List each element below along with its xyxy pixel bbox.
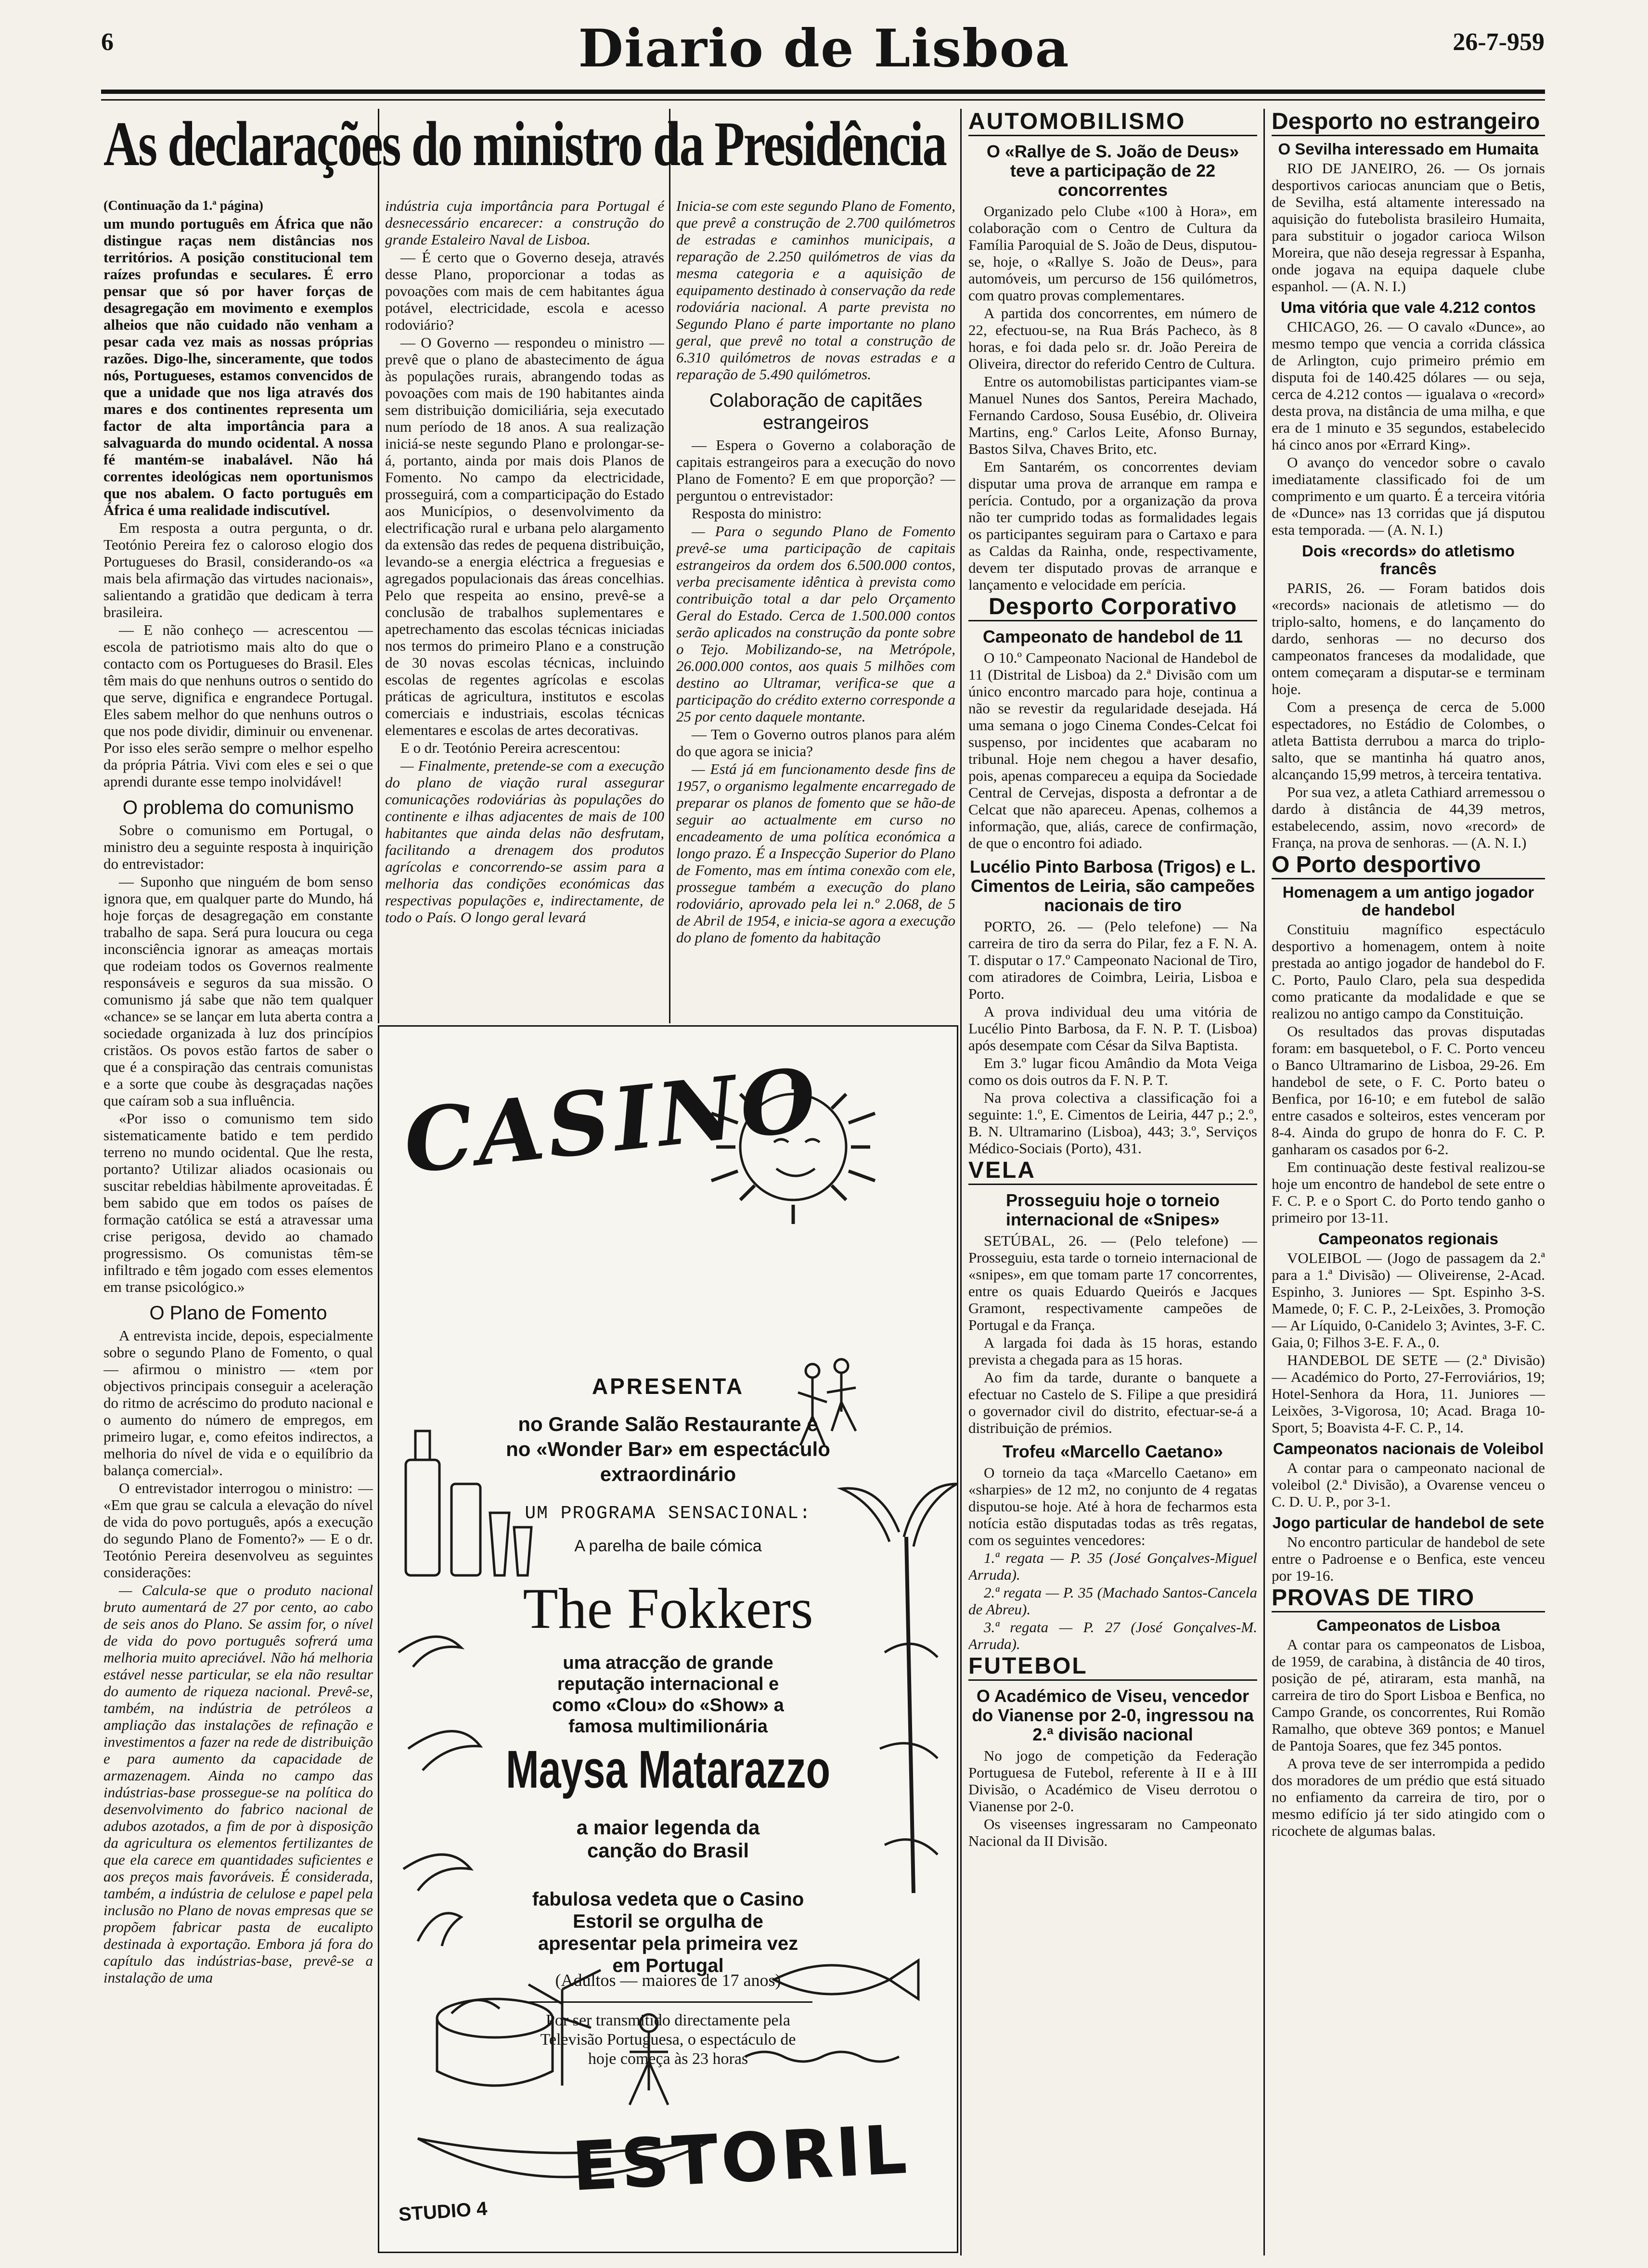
paragraph: indústria cuja importância para Portugal é desnecessário encarecer: a construção do grande Estaleiro Naval de Lisboa. — [385, 197, 664, 248]
paragraph: — E não conheço — acrescentou — escola de patriotismo mais alto do que o contacto com os Portugueses do Brasil. Eles têm mais do que nenhuns outros o sentido do que serve, dignifica e engrandece Portugal. Eles sabem melhor do que nenhuns outros o que nos pode dividir, diminuir ou envenenar. Por isso eles serão sempre o melhor espelho da própria Pátria. Vivi com eles e sei o que aprendi durante esse tempo inolvidável! — [103, 621, 373, 790]
story-headline: O Sevilha interessado em Humaita — [1278, 140, 1539, 158]
paragraph: — É certo que o Governo deseja, através desse Plano, proporcionar a todas as povoações com mais de cem habitantes água potável, electricidade, escola e acesso rodoviário? — [385, 249, 664, 333]
section-header-automobilismo: AUTOMOBILISMO — [968, 109, 1257, 136]
paragraph: Na prova colectiva a classificação foi a seguinte: 1.º, E. Cimentos de Leiria, 447 p.; 2.º, B. N. Ultramarino (Lisboa), 443; 3.º, Serviços Médico-Sociais (Porto), 431. — [968, 1089, 1257, 1157]
paragraph: No encontro particular de handebol de sete entre o Padroense e o Benfica, este venceu por 19-16. — [1272, 1533, 1545, 1584]
section-header-futebol: FUTEBOL — [968, 1653, 1257, 1681]
paragraph: CHICAGO, 26. — O cavalo «Dunce», ao mesmo tempo que vencia a corrida clássica de Arlington, cujo primeiro prémio em disputa foi de 140.425 dólares — ou seja, cerca de 4.212 contos — igualava o «record» desta prova, na distância de uma milha, e que era de 1 minuto e 35 segundos, estabelecido há cinco anos por «Errard King». — [1272, 318, 1545, 453]
column-divider — [378, 109, 379, 1023]
paragraph: Constituiu magnífico espectáculo desportivo a homenagem, ontem à noite prestada ao antigo jogador de handebol do F. C. Porto, Paulo Claro, pela sua despedida como praticante da modalidade e que se realizou no antigo campo da Constituição. — [1272, 921, 1545, 1022]
casino-logo-text: CASINO — [399, 1048, 825, 1193]
ad-venue: no Grande Salão Restaurante e no «Wonder Bar» em espectáculo extraordinário — [506, 1413, 830, 1485]
paragraph: Com a presença de cerca de 5.000 espectadores, no Estádio de Colombes, o atleta Battista derrubou a marca do triplo-salto, que se mantinha há quatro anos, alcançando 15,99 metros, à terceira tentativa. — [1272, 698, 1545, 783]
paragraph: A partida dos concorrentes, em número de 22, efectuou-se, na Rua Brás Pacheco, às 8 horas, e foi dada pelo sr. dr. João Pereira de Oliveira, director do referido Centro de Cultura. — [968, 305, 1257, 372]
paragraph: — Para o segundo Plano de Fomento prevê-se uma participação de capitais estrangeiros da ordem dos 6.500.000 contos, verba precisamente idêntica à prevista como contribuição total a dar pelo Orçamento Geral do Estado. Cerca de 1.500.000 contos serão aplicados na construção da ponte sobre o Tejo. Mobilizando-se, na Metrópole, 26.000.000 contos, aos quais 5 milhões com destino ao Ultramar, verifica-se que a participação do crédito externo corresponde a 25 por cento daquele montante. — [676, 523, 955, 725]
paragraph: HANDEBOL DE SETE — (2.ª Divisão) — Académico do Porto, 27-Ferroviários, 19; Hotel-Senhora da Hora, 11. Juniores — Leixões, 3-Vigorosa, 10; Acad. Braga 10-Sport, 5; Boavista 4-F. C. P., 14. — [1272, 1352, 1545, 1436]
story-headline: Homenagem a um antigo jogador de handebol — [1282, 883, 1534, 919]
paragraph: Os viseenses ingressaram no Campeonato Nacional da II Divisão. — [968, 1816, 1257, 1849]
ad-tv-note: Por ser transmitido directamente pela Televisão Portuguesa, o espectáculo de hoje começa às 23 horas — [540, 2011, 796, 2068]
newspaper-name: Diario de Lisboa — [578, 18, 1070, 79]
subheading: Colaboração de capitães estrangeiros — [709, 390, 923, 433]
ad-act2-description: a maior legenda da canção do Brasil — [576, 1816, 760, 1862]
paragraph: O avanço do vencedor sobre o cavalo imediatamente classificado foi de um comprimento e um quarto. É a terceira vitória de «Dunce» nas 13 corridas que já disputou esta temporada. — (A. N. I.) — [1272, 454, 1545, 538]
paragraph: Os resultados das provas disputadas foram: em basquetebol, o F. C. Porto venceu o Banco Ultramarino de Lisboa, 29-26. Em handebol de sete, o F. C. Porto bateu o Benfica, por 16-10; e em futebol de salão entre casados e solteiros, estes venceram por 8-4. Ainda do grupo de honra do F. C. P. ganharam os casados por 6-2. — [1272, 1023, 1545, 1158]
story-headline: Campeonatos de Lisboa — [1316, 1616, 1500, 1634]
paragraph: A prova teve de ser interrompida a pedido dos moradores de um prédio que está situado no enfiamento da carreira de tiro, por o mesmo edifício já ter sido atingido com o ricochete de algumas balas. — [1272, 1755, 1545, 1839]
paragraph: A largada foi dada às 15 horas, estando prevista a chegada para as 15 horas. — [968, 1334, 1257, 1368]
article-column-1 — [103, 197, 373, 2257]
paragraph: A prova individual deu uma vitória de Lucélio Pinto Barbosa, da F. N. P. T. (Lisboa) após desempate com César da Silva Baptista. — [968, 1003, 1257, 1054]
column-divider — [960, 109, 962, 2255]
story-headline: O «Rallye de S. João de Deus» teve a participação de 22 concorrentes — [986, 142, 1239, 200]
paragraph: Sobre o comunismo em Portugal, o ministro deu a seguinte resposta à inquirição do entrevistador: — [103, 822, 373, 872]
section-header-desporto-estrangeiro: Desporto no estrangeiro — [1272, 109, 1545, 136]
paragraph: — Está já em funcionamento desde fins de 1957, o organismo legalmente encarregado de preparar os planos de fomento que se hão-de seguir ao actualmente em curso no encadeamento de uma política económica a longo prazo. É a Inspecção Superior do Plano de Fomento, mas em íntima conexão com ele, prossegue também a execução do plano rodoviário, aprovado pela lei n.º 2.068, de 5 de Abril de 1954, e inicia-se agora a execução do plano de fomento da habitação — [676, 760, 955, 946]
story-headline: O Académico de Viseu, vencedor do Vianense por 2-0, ingressou na 2.ª divisão nacional — [972, 1686, 1254, 1744]
subheading: O problema do comunismo — [122, 797, 354, 818]
masthead-rule — [101, 90, 1545, 94]
paragraph: Em 3.º lugar ficou Amândio da Mota Veiga como os dois outros da F. N. P. T. — [968, 1055, 1257, 1088]
story-headline: Trofeu «Marcello Caetano» — [1002, 1442, 1223, 1461]
paragraph: E o dr. Teotónio Pereira acrescentou: — [400, 739, 620, 756]
story-headline: Lucélio Pinto Barbosa (Trigos) e L. Cimentos de Leiria, são campeões nacionais de tiro — [969, 857, 1256, 915]
ad-act-fokkers: The Fokkers — [523, 1576, 813, 1640]
casino-advertisement — [378, 1025, 958, 2253]
paragraph: O torneio da taça «Marcello Caetano» em «sharpies» de 12 m2, no conjunto de 4 regatas disputou-se hoje. Até à hora de fecharmos esta notícia estão disputadas todas as três regatas, com os seguintes vencedores: — [968, 1464, 1257, 1548]
ad-divider — [524, 2001, 812, 2003]
paragraph: 1.ª regata — P. 35 (José Gonçalves-Miguel Arruda). — [968, 1549, 1257, 1583]
estoril-logo-text: ESTORIL — [570, 2110, 912, 2207]
paragraph: Por sua vez, a atleta Cathiard arremessou o dardo à distância de 44,39 metros, estabelecendo, assim, novo «record» de França, na prova de senhoras. — (A. N. I.) — [1272, 784, 1545, 851]
column-divider — [1263, 109, 1265, 2255]
ad-presents: APRESENTA — [592, 1374, 745, 1399]
ad-age-note: (Adultos — maiores de 17 anos) — [555, 1971, 781, 1990]
story-headline: Campeonatos nacionais de Voleibol — [1273, 1440, 1544, 1457]
paragraph: — Suponho que ninguém de bom senso ignora que, em qualquer parte do Mundo, há hoje forças de desagregação em constante trabalho de sapa. Será pura loucura ou cega inconsciência ignorar as ameaças mortais que rodeiam todos os Governos realmente responsáveis e seguros da sua missão. O comunismo já sabe que não tem qualquer «chance» se se lançar em luta aberta contra a sociedade organizada à luz dos princípios cristãos. Os povos estão fartos de saber o que é a conspiração das centrais comunistas e a sorte que coube às desgraçadas nações que caíram sob a sua influência. — [103, 873, 373, 1109]
paragraph: Ao fim da tarde, durante o banquete a efectuar no Castelo de S. Filipe a que presidirá o governador civil do distrito, efectuar-se-á a distribuição de prémios. — [968, 1369, 1257, 1436]
paragraph: RIO DE JANEIRO, 26. — Os jornais desportivos cariocas anunciam que o Betis, de Sevilha, está altamente interessado na aquisição do futebolista brasileiro Humaita, para substituir o jogador carioca Wilson Moreira, que não deseja regressar à Espanha, onde jogava na equipa daquele clube espanhol. — (A. N. I.) — [1272, 160, 1545, 295]
sports-column-4 — [968, 109, 1257, 2251]
story-headline: Jogo particular de handebol de sete — [1272, 1514, 1545, 1532]
paragraph: 3.ª regata — P. 27 (José Gonçalves-M. Arruda). — [968, 1619, 1257, 1652]
ad-act-maysa: Maysa Matarazzo — [505, 1740, 831, 1799]
article-column-2 — [385, 197, 664, 1020]
section-header-vela: VELA — [968, 1158, 1257, 1185]
paragraph: Inicia-se com este segundo Plano de Fomento, que prevê a construção de 2.700 quilómetros de estradas e caminhos municipais, a reparação de 2.250 quilómetros de vias da mesma categoria e a aquisição de equipamento destinado à conservação da rede rodoviária nacional. A parte prevista no Segundo Plano é parte importante no plano geral, que prevê no total a construção de 6.310 quilómetros de novas estradas e a reparação de 5.490 quilómetros. — [676, 197, 955, 383]
paragraph: Em Santarém, os concorrentes deviam disputar uma prova de arranque em rampa e perícia. Contudo, por a organização da prova não ter cumprido todas as formalidades legais os participantes seguiram para o Cartaxo e para as Caldas da Rainha, onde, respectivamente, devem ter disputado provas de arranque e lançamento e velocidade em perícia. — [968, 458, 1257, 593]
issue-date: 26-7-959 — [1453, 28, 1545, 56]
article-headline: As declarações do ministro da Presidência — [103, 108, 946, 179]
paragraph: — Tem o Governo outros planos para além do que agora se inicia? — [676, 726, 955, 760]
paragraph: 2.ª regata — P. 35 (Machado Santos-Cancela de Abreu). — [968, 1584, 1257, 1618]
story-headline: Campeonato de handebol de 11 — [982, 627, 1243, 646]
ad-pair: A parelha de baile cómica — [574, 1537, 762, 1555]
paragraph: — O Governo — respondeu o ministro — prevê que o plano de abastecimento de água às populações rurais, abrangendo todas as povoações com mais de 190 habitantes ainda sem distribuição domiciliária, seja executado num período de 18 anos. A sua realização iniciá-se neste segundo Plano e prolongar-se-á, portanto, ainda por mais dois Planos de Fomento. No campo da electricidade, prosseguirá, com a comparticipação do Estado aos Municípios, o desenvolvimento da electrificação rural e urbana pelo alargamento da extensão das redes de pequena distribuição, levando-se a energia eléctrica a freguesias e agregados populacionais das áreas concelhias. Pelo que respeita ao ensino, prevê-se a conclusão de trabalhos suplementares e apetrechamento das escolas técnicas iniciadas nos termos do primeiro Plano e a construção de 30 novas escolas técnicas, incluindo escolas de regentes agrícolas e escolas práticas de agricultura, institutos e escolas comerciais e industriais, escolas técnicas elementares e escolas de artes decorativas. — [385, 334, 664, 738]
studio-credit: STUDIO 4 — [398, 2198, 488, 2226]
paragraph: Entre os automobilistas participantes viam-se Manuel Nunes dos Santos, Pereira Machado, Fernando Cardoso, Sousa Eusébio, dr. Oliveira Martins, eng.º Carlos Leite, Afonso Burnay, Bastos Silva, Chaves Brito, etc. — [968, 373, 1257, 457]
paragraph: O entrevistador interrogou o ministro: — «Em que grau se calcula a elevação do nível de vida do povo português, após a execução do segundo Plano de Fomento?» — E o dr. Teotónio Pereira desenvolveu as seguintes considerações: — [103, 1480, 373, 1581]
section-header-porto-desportivo: O Porto desportivo — [1272, 852, 1545, 879]
paragraph: Resposta do ministro: — [692, 505, 822, 522]
subheading: O Plano de Fomento — [149, 1302, 327, 1324]
section-header-provas-de-tiro: PROVAS DE TIRO — [1272, 1585, 1545, 1612]
section-header-desporto-corporativo: Desporto Corporativo — [968, 594, 1257, 621]
paragraph: PORTO, 26. — (Pelo telefone) — Na carreira de tiro da serra do Pilar, fez a F. N. A. T. disputar o 17.º Campeonato Nacional de Tiro, com atiradores de Coimbra, Leiria, Lisboa e Porto. — [968, 918, 1257, 1002]
continuation-note: (Continuação da 1.ª página) — [103, 198, 264, 213]
ad-program: UM PROGRAMA SENSACIONAL: — [525, 1503, 811, 1524]
article-column-3 — [676, 197, 955, 1020]
paragraph: Em continuação deste festival realizou-se hoje um encontro de handebol de sete entre o F. C. P. e o Sport C. do Porto tendo ganho o primeiro por 13-11. — [1272, 1159, 1545, 1226]
paragraph: No jogo de competição da Federação Portuguesa de Futebol, referente à II e à III Divisão, o Académico de Viseu derrotou o Vianense por 2-0. — [968, 1747, 1257, 1815]
story-headline: Dois «records» do atletismo francês — [1302, 542, 1515, 578]
story-headline: Campeonatos regionais — [1318, 1230, 1499, 1248]
paragraph: um mundo português em África que não distingue raças nem distâncias nos territórios. A posição constitucional tem raízes profundas e seculares. É erro pensar que só por haver forças de desagregação em movimento e exemplos alheios que não cuidado não venham a pesar cada vez mais as nossas próprias razões. Digo-lhe, sinceramente, que todos nós, Portugueses, estamos convencidos de que a unidade que nos liga através dos mares e dos continentes representa um factor de alta importância para a salvaguarda do mundo ocidental. A nossa fé mantém-se inabalável. Não há correntes ideológicas nem oportunismos que nos abalem. O facto português em África é uma realidade indiscutível. — [103, 215, 373, 518]
paragraph: A contar para o campeonato nacional de voleibol (2.ª Divisão), a Ovarense venceu o C. D. U. P., por 3-1. — [1272, 1459, 1545, 1510]
story-headline: Prosseguiu hoje o torneio internacional de «Snipes» — [1005, 1190, 1220, 1229]
paragraph: «Por isso o comunismo tem sido sistematicamente batido e tem perdido terreno no mundo ocidental. Que lhe resta, portanto? Utilizar aliados ocasionais ou suscitar rebeldias hàbilmente aproveitadas. É bem sabido que em todos os países de formação católica se está a atravessar uma crise perigosa, devido ao chamado progressismo. Os comunistas têm-se infiltrado e têm jogado com esses elementos em transe psicológico.» — [103, 1110, 373, 1295]
paragraph: A contar para os campeonatos de Lisboa, de 1959, de carabina, à distância de 40 tiros, posição de pé, atiraram, esta manhã, na carreira de tiro do Sport Lisboa e Benfica, no Campo Grande, os concorrentes, Rui Romão Ramalho, que obteve 369 pontos; e Manuel de Pantoja Soares, que fez 345 pontos. — [1272, 1636, 1545, 1754]
column-divider — [669, 109, 670, 1023]
sports-column-5 — [1272, 109, 1545, 2251]
paragraph: VOLEIBOL — (Jogo de passagem da 2.ª para a 1.ª Divisão) — Oliveirense, 2-Acad. Espinho, 3. Juniores — Spt. Espinho 3-S. Mamede, 0; F. C. P., 2-Leixões, 3. Promoção — Ar Líquido, 0-Canidelo 3; Avintes, 3-F. C. Gaia, 0; Filhos 3-E. F. A., 0. — [1272, 1250, 1545, 1351]
ad-promo: fabulosa vedeta que o Casino Estoril se orgulha de apresentar pela primeira vez em Portugal — [532, 1889, 804, 1976]
paragraph: SETÚBAL, 26. — (Pelo telefone) — Prosseguiu, esta tarde o torneio internacional de «snipes», em que tomam parte 17 concorrentes, entre os quais Eduardo Queirós e Jacques Gramont, respectivamente campeões de Portugal e da França. — [968, 1232, 1257, 1333]
paragraph: Em resposta a outra pergunta, o dr. Teotónio Pereira fez o caloroso elogio dos Portugueses do Brasil, considerando-os «a mais bela afirmação das virtudes nacionais», salientando a gratidão que dedicam à terra brasileira. — [103, 519, 373, 620]
story-headline: Uma vitória que vale 4.212 contos — [1280, 298, 1536, 316]
paragraph: O 10.º Campeonato Nacional de Handebol de 11 (Distrital de Lisboa) da 2.ª Divisão com um único encontro marcado para hoje, continua a não se revestir da regularidade desejada. Há uma semana o jogo Cinema Condes-Celcat foi suspenso, por incidentes que acabaram no tribunal. Hoje nem chegou a haver desafio, pois, apenas compareceu a equipa da Sociedade Central de Cervejas, disposta a defrontar a de Celcat que não apareceu. Apenas, colhemos a informação, que, aliás, carece de confirmação, de que o encontro foi adiado. — [968, 649, 1257, 851]
paragraph: A entrevista incide, depois, especialmente sobre o segundo Plano de Fomento, o qual — afirmou o ministro — «tem por objectivos principais conseguir a aceleração do ritmo de acréscimo do produto nacional e o aumento do número de empregos, em primeiro lugar, e, como efeitos indirectos, a melhoria do nível de vida e o equilíbrio da balança comercial». — [103, 1327, 373, 1479]
ad-act1-description: uma atracção de grande reputação internacional e como «Clou» do «Show» a famosa multimilionária — [552, 1653, 784, 1737]
masthead-rule-thin — [101, 99, 1545, 101]
paragraph: — Calcula-se que o produto nacional bruto aumentará de 27 por cento, ao cabo de seis anos do Plano. Se assim for, o nível de vida do povo português sofrerá uma melhoria muito apreciável. Não há melhoria estável nesse particular, se ela não resultar do aumento de riqueza nacional. Prevê-se, também, na indústria de petróleos a ampliação das instalações de refinação e investimentos a fazer na rede de distribuição e para aumento da capacidade de armazenagem. Ainda no campo das indústrias-base prossegue-se na política do desenvolvimento do fabrico nacional de adubos azotados, a fim de por à disposição da agricultura os elementos fertilizantes de que ela carece em quantidades suficientes e aos preços mais favoráveis. É considerada, também, a indústria de celulose e papel pela inclusão no Plano de novas empresas que se propõem fabricar pasta de eucalipto destinada à exportação. Embora já fora do capítulo das indústrias-base, prevê-se a instalação de uma — [103, 1582, 373, 1986]
page-number: 6 — [101, 28, 114, 56]
paragraph: PARIS, 26. — Foram batidos dois «records» nacionais de atletismo — do triplo-salto, homens, e do lançamento do dardo, senhoras — no decurso dos campeonatos franceses da modalidade, que ontem começaram a disputar-se e terminam hoje. — [1272, 580, 1545, 697]
masthead — [0, 0, 1648, 96]
paragraph: Organizado pelo Clube «100 à Hora», em colaboração com o Centro de Cultura da Família Paroquial de S. João de Deus, disputou-se, hoje, o «Rallye S. João de Deus», para automóveis, um percurso de 156 quilómetros, com quatro provas complementares. — [968, 203, 1257, 304]
paragraph: — Finalmente, pretende-se com a execução do plano de viação rural assegurar comunicações rodoviárias às populações do continente e ilhas adjacentes de mais de 100 habitantes que ainda delas não desfrutam, facilitando a drenagem dos produtos agrícolas e concorrendo-se assim para a melhoria das condições económicas das respectivas populações e, indirectamente, de todo o País. O longo geral levará — [385, 757, 664, 926]
paragraph: — Espera o Governo a colaboração de capitais estrangeiros para a execução do novo Plano de Fomento? E em que proporção? — perguntou o entrevistador: — [676, 437, 955, 504]
